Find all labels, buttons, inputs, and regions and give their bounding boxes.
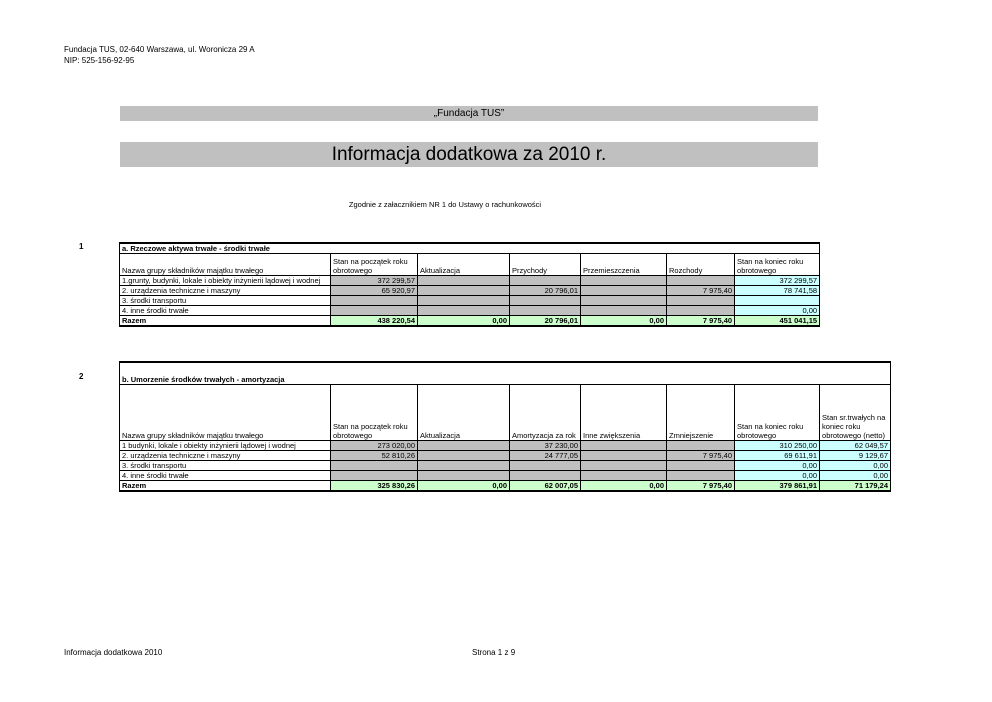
col-header: Amortyzacja za rok [510,384,581,440]
section-1-title: a. Rzeczowe aktywa trwałe - środki trwałe [120,243,735,254]
table-row: 1.grunty, budynki, lokale i obiekty inżynierii lądowej i wodnej 372 299,57 372 299,57 [120,276,820,286]
col-header: Przemieszczenia [581,254,667,276]
col-header: Inne zwiększenia [581,384,667,440]
table-row: 4. inne środki trwałe 0,00 [120,306,820,316]
table-row: 3. środki transportu 0,00 0,00 [120,460,891,470]
total-row: Razem 325 830,26 0,00 62 007,05 0,00 7 975,40 379 861,91 71 179,24 [120,480,891,491]
col-header: Stan na koniec roku obrotowego [735,384,820,440]
col-header: Stan na koniec roku obrotowego [735,254,820,276]
section-2-title: b. Umorzenie środków trwałych - amortyzacja [120,362,820,384]
table-row: 2. urządzenia techniczne i maszyny 52 810,26 24 777,05 7 975,40 69 611,91 9 129,67 [120,450,891,460]
col-header: Stan na początek roku obrotowego [331,384,418,440]
col-header: Stan sr.trwałych na koniec roku obrotowego (netto) [820,384,891,440]
section-2-number: 2 [79,372,84,381]
section-1-number: 1 [79,242,84,251]
total-row: Razem 438 220,54 0,00 20 796,01 0,00 7 975,40 451 041,15 [120,316,820,327]
footer-document-name: Informacja dodatkowa 2010 [64,648,163,657]
org-name-band: „Fundacja TUS” [120,106,818,121]
col-header: Rozchody [667,254,735,276]
table-row: 1 budynki, lokale i obiekty inżynierii lądowej i wodnej 273 020,00 37 230,00 310 250,00 62 049,57 [120,440,891,450]
company-header [64,44,255,66]
col-header: Aktualizacja [418,384,510,440]
document-title: Informacja dodatkowa za 2010 r. [120,142,818,167]
col-header: Aktualizacja [418,254,510,276]
col-header: Stan na początek roku obrotowego [331,254,418,276]
depreciation-table [119,361,891,492]
table-row: 3. środki transportu [120,296,820,306]
document-subtitle: Zgodnie z załacznikiem NR 1 do Ustawy o rachunkowości [348,200,542,209]
company-address: Fundacja TUS, 02-640 Warszawa, ul. Woronicza 29 A [64,45,255,54]
company-nip: NIP: 525-156-92-95 [64,56,135,65]
footer-page-number: Strona 1 z 9 [472,648,516,657]
table-row: 4. inne środki trwałe 0,00 0,00 [120,470,891,480]
col-header: Nazwa grupy składników majątku trwałego [120,384,331,440]
table-row: 2. urządzenia techniczne i maszyny 65 920,97 20 796,01 7 975,40 78 741,58 [120,286,820,296]
fixed-assets-table [119,242,820,327]
col-header: Przychody [510,254,581,276]
col-header: Zmniejszenie [667,384,735,440]
col-header: Nazwa grupy składników majątku trwałego [120,254,331,276]
